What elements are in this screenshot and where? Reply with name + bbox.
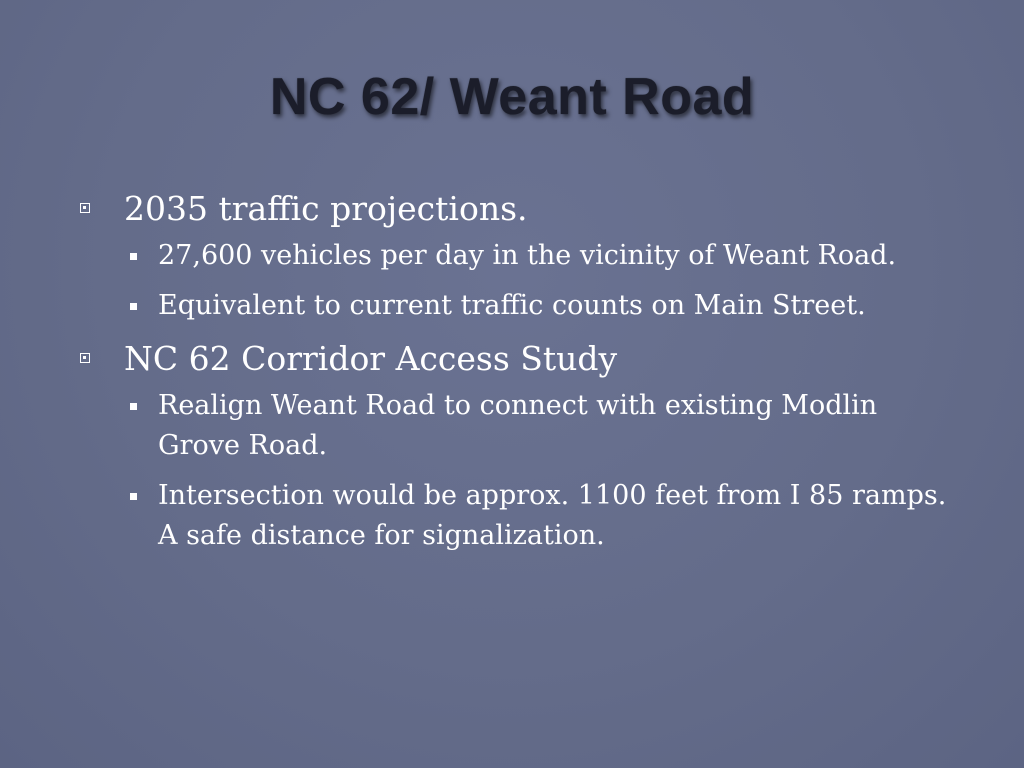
bullet-text: 2035 traffic projections. xyxy=(124,189,528,228)
sub-bullet-list xyxy=(130,236,980,326)
slide-title: NC 62/ Weant Road xyxy=(269,68,755,126)
bullet-item xyxy=(80,186,980,232)
sub-bullet-item xyxy=(130,476,958,556)
square-dot-bullet-icon xyxy=(80,353,90,363)
filled-square-bullet-icon xyxy=(130,493,137,500)
filled-square-bullet-icon xyxy=(130,303,137,310)
filled-square-bullet-icon xyxy=(130,253,137,260)
sub-bullet-item xyxy=(130,236,958,276)
sub-bullet-item xyxy=(130,286,958,326)
bullet-text: NC 62 Corridor Access Study xyxy=(124,339,618,378)
slide-content xyxy=(80,186,980,566)
sub-bullet-text: Intersection would be approx. 1100 feet from I 85 ramps. A safe distance for signalization. xyxy=(158,480,947,551)
sub-bullet-text: 27,600 vehicles per day in the vicinity of Weant Road. xyxy=(158,240,897,271)
filled-square-bullet-icon xyxy=(130,403,137,410)
square-dot-bullet-icon xyxy=(80,203,90,213)
bullet-item xyxy=(80,336,980,382)
sub-bullet-text: Equivalent to current traffic counts on Main Street. xyxy=(158,290,866,321)
sub-bullet-text: Realign Weant Road to connect with existing Modlin Grove Road. xyxy=(158,390,878,461)
sub-bullet-list xyxy=(130,386,980,556)
sub-bullet-item xyxy=(130,386,958,466)
